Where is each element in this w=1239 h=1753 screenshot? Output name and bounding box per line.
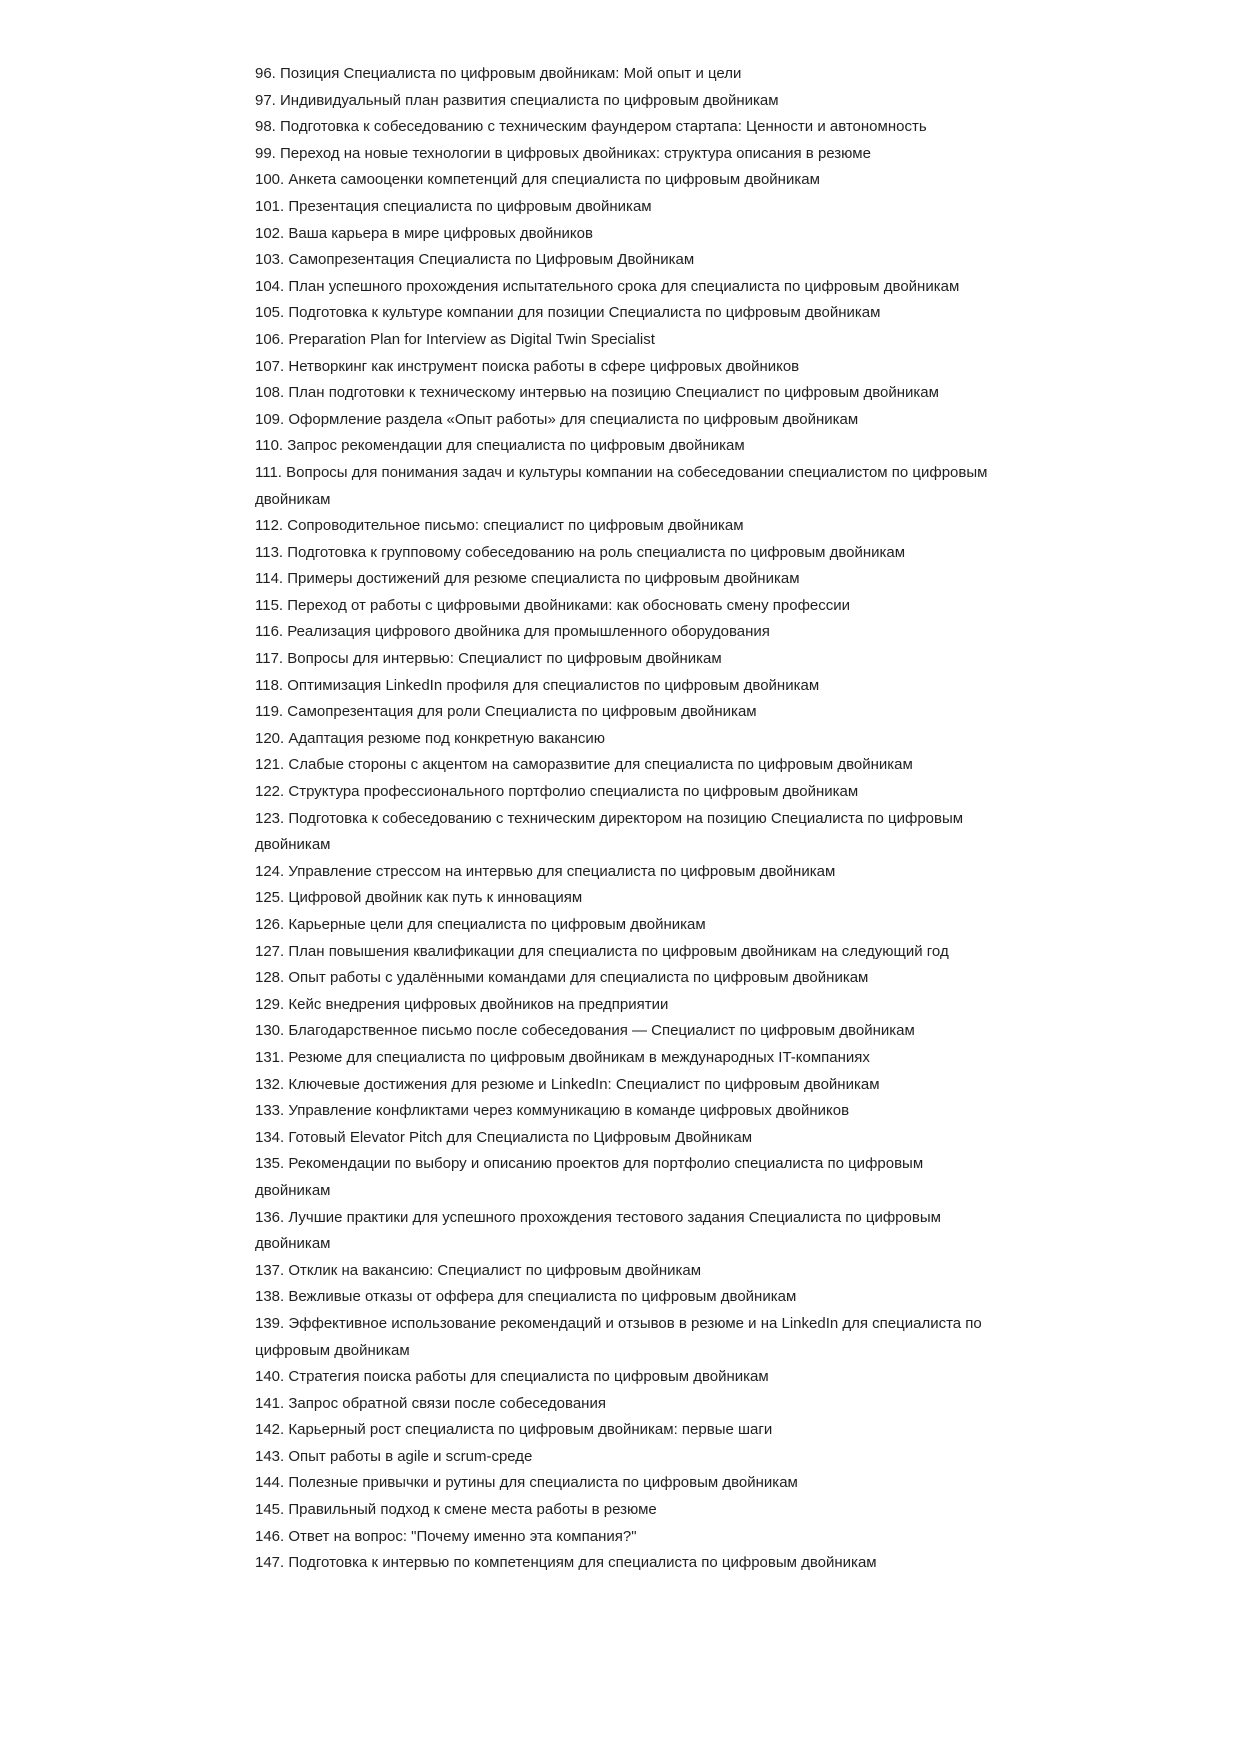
list-item: 147. Подготовка к интервью по компетенциям для специалиста по цифровым двойникам	[255, 1554, 877, 1572]
list-item: 127. План повышения квалификации для специалиста по цифровым двойникам на следующий год	[255, 942, 949, 960]
list-item: 121. Слабые стороны с акцентом на саморазвитие для специалиста по цифровым двойникам	[255, 756, 913, 774]
list-item: 98. Подготовка к собеседованию с техническим фаундером стартапа: Ценности и автономность	[255, 118, 927, 136]
list-item: 110. Запрос рекомендации для специалиста по цифровым двойникам	[255, 437, 745, 455]
list-item: 96. Позиция Специалиста по цифровым двойникам: Мой опыт и цели	[255, 65, 742, 82]
list-item: 146. Ответ на вопрос: "Почему именно эта компания?"	[255, 1527, 637, 1545]
list-item: 124. Управление стрессом на интервью для специалиста по цифровым двойникам	[255, 862, 836, 880]
list-item: 102. Ваша карьера в мире цифровых двойников	[255, 224, 593, 242]
list-item: 129. Кейс внедрения цифровых двойников на предприятии	[255, 995, 669, 1013]
list-item: 114. Примеры достижений для резюме специалиста по цифровым двойникам	[255, 570, 800, 588]
list-item: 136. Лучшие практики для успешного прохождения тестового задания Специалиста по цифровым двойникам	[255, 1208, 941, 1253]
list-item: 142. Карьерный рост специалиста по цифровым двойникам: первые шаги	[255, 1421, 773, 1439]
list-item: 123. Подготовка к собеседованию с техническим директором на позицию Специалиста по цифровым двойникам	[255, 809, 964, 854]
article-list	[255, 61, 997, 1577]
list-item: 105. Подготовка к культуре компании для позиции Специалиста по цифровым двойникам	[255, 304, 881, 322]
list-item: 101. Презентация специалиста по цифровым двойникам	[255, 197, 652, 215]
list-item: 137. Отклик на вакансию: Специалист по цифровым двойникам	[255, 1261, 702, 1279]
list-item: 143. Опыт работы в agile и scrum-среде	[255, 1447, 533, 1465]
list-item: 140. Стратегия поиска работы для специалиста по цифровым двойникам	[255, 1368, 769, 1386]
list-item: 103. Самопрезентация Специалиста по Цифровым Двойникам	[255, 251, 695, 269]
list-item: 97. Индивидуальный план развития специалиста по цифровым двойникам	[255, 91, 779, 109]
list-item: 116. Реализация цифрового двойника для промышленного оборудования	[255, 623, 770, 641]
list-item: 138. Вежливые отказы от оффера для специалиста по цифровым двойникам	[255, 1288, 797, 1306]
list-item: 118. Оптимизация LinkedIn профиля для специалистов по цифровым двойникам	[255, 676, 820, 694]
list-item: 132. Ключевые достижения для резюме и LinkedIn: Специалист по цифровым двойникам	[255, 1075, 880, 1093]
list-item: 119. Самопрезентация для роли Специалиста по цифровым двойникам	[255, 703, 757, 721]
list-item: 100. Анкета самооценки компетенций для специалиста по цифровым двойникам	[255, 171, 820, 189]
list-item: 106. Preparation Plan for Interview as Digital Twin Specialist	[255, 330, 655, 348]
list-item: 125. Цифровой двойник как путь к инновациям	[255, 889, 583, 907]
list-item: 117. Вопросы для интервью: Специалист по цифровым двойникам	[255, 650, 722, 668]
list-item: 115. Переход от работы с цифровыми двойниками: как обосновать смену профессии	[255, 596, 851, 614]
list-item: 130. Благодарственное письмо после собеседования — Специалист по цифровым двойникам	[255, 1022, 915, 1040]
list-item: 144. Полезные привычки и рутины для специалиста по цифровым двойникам	[255, 1474, 798, 1492]
list-item: 141. Запрос обратной связи после собеседования	[255, 1394, 606, 1412]
list-item: 99. Переход на новые технологии в цифровых двойниках: структура описания в резюме	[255, 144, 871, 162]
list-item: 122. Структура профессионального портфолио специалиста по цифровым двойникам	[255, 783, 859, 801]
list-item: 109. Оформление раздела «Опыт работы» для специалиста по цифровым двойникам	[255, 410, 859, 428]
list-item: 112. Сопроводительное письмо: специалист по цифровым двойникам	[255, 517, 744, 535]
list-item: 135. Рекомендации по выбору и описанию проектов для портфолио специалиста по цифровым двойникам	[255, 1155, 924, 1199]
list-item: 134. Готовый Elevator Pitch для Специалиста по Цифровым Двойникам	[255, 1128, 753, 1146]
list-item: 126. Карьерные цели для специалиста по цифровым двойникам	[255, 916, 706, 933]
list-item: 107. Нетворкинг как инструмент поиска работы в сфере цифровых двойников	[255, 357, 800, 375]
list-item: 139. Эффективное использование рекомендаций и отзывов в резюме и на LinkedIn для специалиста по цифровым двойникам	[255, 1314, 982, 1359]
list-item: 108. План подготовки к техническому интервью на позицию Специалист по цифровым двойникам	[255, 384, 939, 402]
list-item: 145. Правильный подход к смене места работы в резюме	[255, 1501, 657, 1519]
list-item: 120. Адаптация резюме под конкретную вакансию	[255, 729, 606, 747]
list-item: 113. Подготовка к групповому собеседованию на роль специалиста по цифровым двойникам	[255, 543, 906, 561]
list-item: 111. Вопросы для понимания задач и культуры компании на собеседовании специалистом по цифровым двойникам	[255, 463, 988, 508]
list-item: 104. План успешного прохождения испытательного срока для специалиста по цифровым двойникам	[255, 277, 960, 295]
list-item: 133. Управление конфликтами через коммуникацию в команде цифровых двойников	[255, 1102, 850, 1120]
list-item: 131. Резюме для специалиста по цифровым двойникам в международных IT-компаниях	[255, 1048, 870, 1066]
list-item: 128. Опыт работы с удалёнными командами для специалиста по цифровым двойникам	[255, 969, 869, 987]
